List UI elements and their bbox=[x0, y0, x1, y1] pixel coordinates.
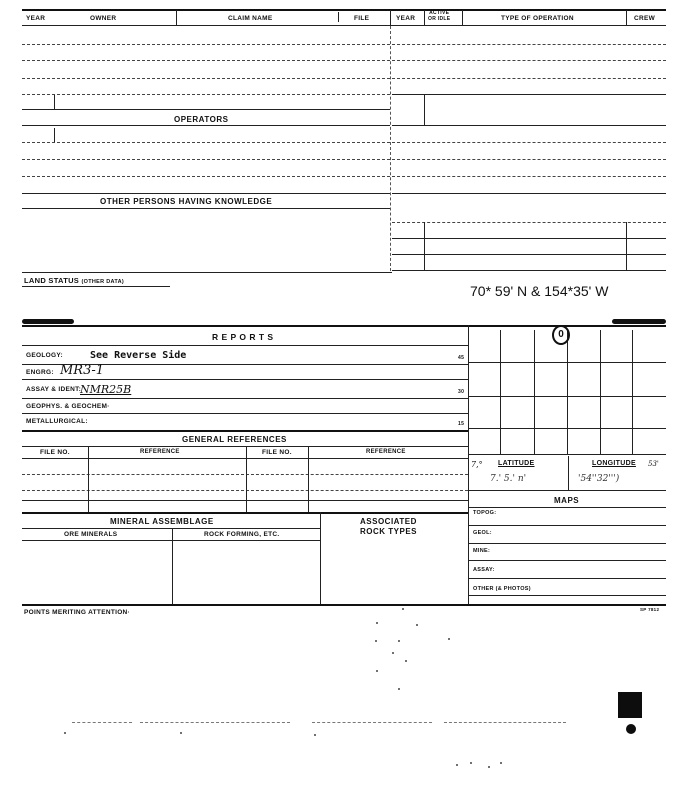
mine-label: MINE: bbox=[473, 548, 491, 554]
latitude-label: LATITUDE bbox=[498, 460, 535, 467]
scan-speck bbox=[488, 766, 490, 768]
faint-line bbox=[72, 722, 132, 723]
row-line bbox=[468, 595, 666, 596]
scan-speck bbox=[470, 762, 472, 764]
scan-speck bbox=[376, 670, 378, 672]
operators-heading: OPERATORS bbox=[174, 115, 229, 124]
geology-value: See Reverse Side bbox=[90, 350, 187, 361]
faint-line bbox=[140, 722, 290, 723]
row-line bbox=[392, 222, 666, 223]
col-claim-name: CLAIM NAME bbox=[228, 15, 273, 22]
tick bbox=[424, 95, 425, 125]
col-sep bbox=[626, 10, 627, 26]
other-persons-heading: OTHER PERSONS HAVING KNOWLEDGE bbox=[100, 197, 273, 206]
ore-minerals-label: ORE MINERALS bbox=[64, 531, 118, 538]
points-meriting-label: POINTS MERITING ATTENTION· bbox=[24, 609, 131, 616]
row-line bbox=[22, 109, 390, 110]
grid-line bbox=[500, 330, 501, 454]
row-line bbox=[468, 543, 666, 544]
reports-top-border bbox=[22, 325, 666, 327]
row-line bbox=[22, 540, 320, 541]
longitude-suffix: 53' bbox=[648, 460, 659, 468]
redaction-block bbox=[618, 692, 642, 718]
col-sep bbox=[246, 446, 247, 512]
col-crew: CREW bbox=[634, 15, 656, 22]
row-line bbox=[22, 345, 468, 346]
col-reference-2: REFERENCE bbox=[366, 449, 406, 455]
scale-15: 15 bbox=[458, 421, 465, 427]
latlong-divider bbox=[568, 456, 569, 490]
col-file: FILE bbox=[354, 15, 370, 22]
grid-line bbox=[534, 330, 535, 454]
faint-line bbox=[444, 722, 566, 723]
latlong-prefix: 7,° bbox=[471, 460, 483, 469]
col-reference: REFERENCE bbox=[140, 449, 180, 455]
row-line bbox=[22, 78, 390, 79]
row-line bbox=[392, 159, 666, 160]
redaction-dot bbox=[626, 724, 636, 734]
land-status-label bbox=[24, 276, 124, 285]
row-line bbox=[392, 44, 666, 45]
col-sep bbox=[308, 446, 309, 512]
row-line bbox=[392, 176, 666, 177]
scan-speck bbox=[448, 638, 450, 640]
row-line bbox=[468, 578, 666, 579]
rock-types-label: ROCK TYPES bbox=[360, 527, 418, 536]
col-sep bbox=[462, 10, 463, 26]
rock-forming-label: ROCK FORMING, ETC. bbox=[204, 531, 280, 538]
tick bbox=[424, 222, 425, 270]
land-status-note: (OTHER DATA) bbox=[81, 279, 124, 285]
col-sep bbox=[172, 528, 173, 604]
tick bbox=[54, 95, 55, 109]
row-line bbox=[22, 193, 390, 194]
main-divider bbox=[390, 26, 391, 271]
row-line bbox=[22, 60, 390, 61]
longitude-label: LONGITUDE bbox=[592, 460, 636, 467]
scan-speck bbox=[405, 660, 407, 662]
reports-title: R E P O R T S bbox=[212, 332, 274, 342]
other-photos-label: OTHER (& PHOTOS) bbox=[473, 586, 531, 592]
topog-label: TOPOG: bbox=[473, 510, 497, 516]
land-status-top bbox=[22, 272, 392, 273]
general-references-title: GENERAL REFERENCES bbox=[182, 435, 287, 444]
redaction-bar bbox=[612, 319, 666, 324]
row-line bbox=[22, 208, 390, 209]
scan-speck bbox=[376, 622, 378, 624]
col-type-of-operation: TYPE OF OPERATION bbox=[501, 15, 574, 22]
grid-line bbox=[567, 330, 568, 454]
col-sep bbox=[176, 10, 177, 26]
col-year-2: YEAR bbox=[396, 15, 416, 22]
scan-speck bbox=[398, 640, 400, 642]
row-line bbox=[392, 193, 666, 194]
scale-45: 45 bbox=[458, 355, 465, 361]
right-panel-border bbox=[468, 325, 469, 604]
row-line bbox=[468, 525, 666, 526]
scan-speck bbox=[64, 732, 66, 734]
metallurgical-label: METALLURGICAL: bbox=[26, 418, 88, 425]
row-line bbox=[392, 254, 666, 255]
assay-value: NMR25B bbox=[80, 383, 132, 396]
top-border bbox=[22, 9, 666, 11]
row-line bbox=[392, 60, 666, 61]
engrg-label: ENGRG: bbox=[26, 369, 54, 376]
row-line bbox=[392, 78, 666, 79]
row-line bbox=[392, 94, 666, 95]
grid-line bbox=[468, 362, 666, 363]
row-line bbox=[392, 125, 666, 126]
col-sep bbox=[390, 10, 391, 26]
row-line bbox=[22, 125, 390, 126]
assay-label: ASSAY & IDENT: bbox=[26, 386, 82, 393]
faint-line bbox=[312, 722, 432, 723]
col-active-idle: ACTIVE OR IDLE bbox=[428, 10, 451, 22]
row-line bbox=[22, 94, 390, 95]
grid-line bbox=[632, 330, 633, 454]
row-line bbox=[392, 142, 666, 143]
row-line bbox=[22, 379, 468, 380]
grid-line bbox=[468, 490, 666, 491]
col-sep bbox=[424, 10, 425, 26]
scan-speck bbox=[375, 640, 377, 642]
scan-speck bbox=[398, 688, 400, 690]
row-line bbox=[22, 44, 390, 45]
col-file-no-2: FILE NO. bbox=[262, 449, 292, 456]
geology-label: GEOLOGY: bbox=[26, 352, 63, 359]
scale-30: 30 bbox=[458, 389, 465, 395]
section-bottom bbox=[22, 604, 666, 606]
land-status-text: LAND STATUS bbox=[24, 276, 80, 285]
land-status-underline bbox=[22, 286, 170, 287]
col-file-no: FILE NO. bbox=[40, 449, 70, 456]
row-line bbox=[392, 270, 666, 271]
col-sep bbox=[320, 512, 321, 604]
row-line bbox=[22, 528, 320, 529]
form-number: SP 7812 bbox=[640, 607, 660, 612]
row-line bbox=[22, 142, 390, 143]
grid-line bbox=[468, 428, 666, 429]
row-line bbox=[392, 238, 666, 239]
col-sep bbox=[88, 446, 89, 512]
tick bbox=[626, 222, 627, 270]
row-line bbox=[22, 398, 468, 399]
associated-label: ASSOCIATED bbox=[360, 517, 417, 526]
grid-line bbox=[468, 396, 666, 397]
scan-speck bbox=[180, 732, 182, 734]
scan-speck bbox=[416, 624, 418, 626]
row-line bbox=[468, 507, 666, 508]
mineral-assemblage-title: MINERAL ASSEMBLAGE bbox=[110, 517, 214, 526]
grid-line bbox=[600, 330, 601, 454]
row-line bbox=[22, 176, 390, 177]
redaction-bar bbox=[22, 319, 74, 324]
latitude-value: 7.' 5.' n' bbox=[490, 474, 527, 484]
row-line bbox=[22, 430, 468, 432]
scan-speck bbox=[314, 734, 316, 736]
header-underline bbox=[22, 25, 666, 26]
row-line bbox=[22, 159, 390, 160]
scan-speck bbox=[402, 608, 404, 610]
tick bbox=[54, 128, 55, 142]
circled-mark: 0 bbox=[552, 325, 570, 345]
geophys-label: GEOPHYS. & GEOCHEM· bbox=[26, 403, 110, 410]
scan-speck bbox=[500, 762, 502, 764]
row-line bbox=[22, 512, 468, 514]
longitude-value: '54''32''') bbox=[578, 474, 620, 484]
scan-speck bbox=[456, 764, 458, 766]
row-line bbox=[468, 560, 666, 561]
coordinates-text: 70* 59' N & 154*35' W bbox=[470, 283, 609, 299]
maps-title: MAPS bbox=[554, 496, 580, 505]
row-line bbox=[22, 413, 468, 414]
geol-label: GEOL: bbox=[473, 530, 492, 536]
engrg-value: MR3-1 bbox=[60, 363, 105, 378]
col-year: YEAR bbox=[26, 15, 46, 22]
scan-speck bbox=[392, 652, 394, 654]
col-owner: OWNER bbox=[90, 15, 117, 22]
assay-map-label: ASSAY: bbox=[473, 567, 495, 573]
grid-line bbox=[468, 454, 666, 455]
col-sep bbox=[338, 12, 339, 22]
